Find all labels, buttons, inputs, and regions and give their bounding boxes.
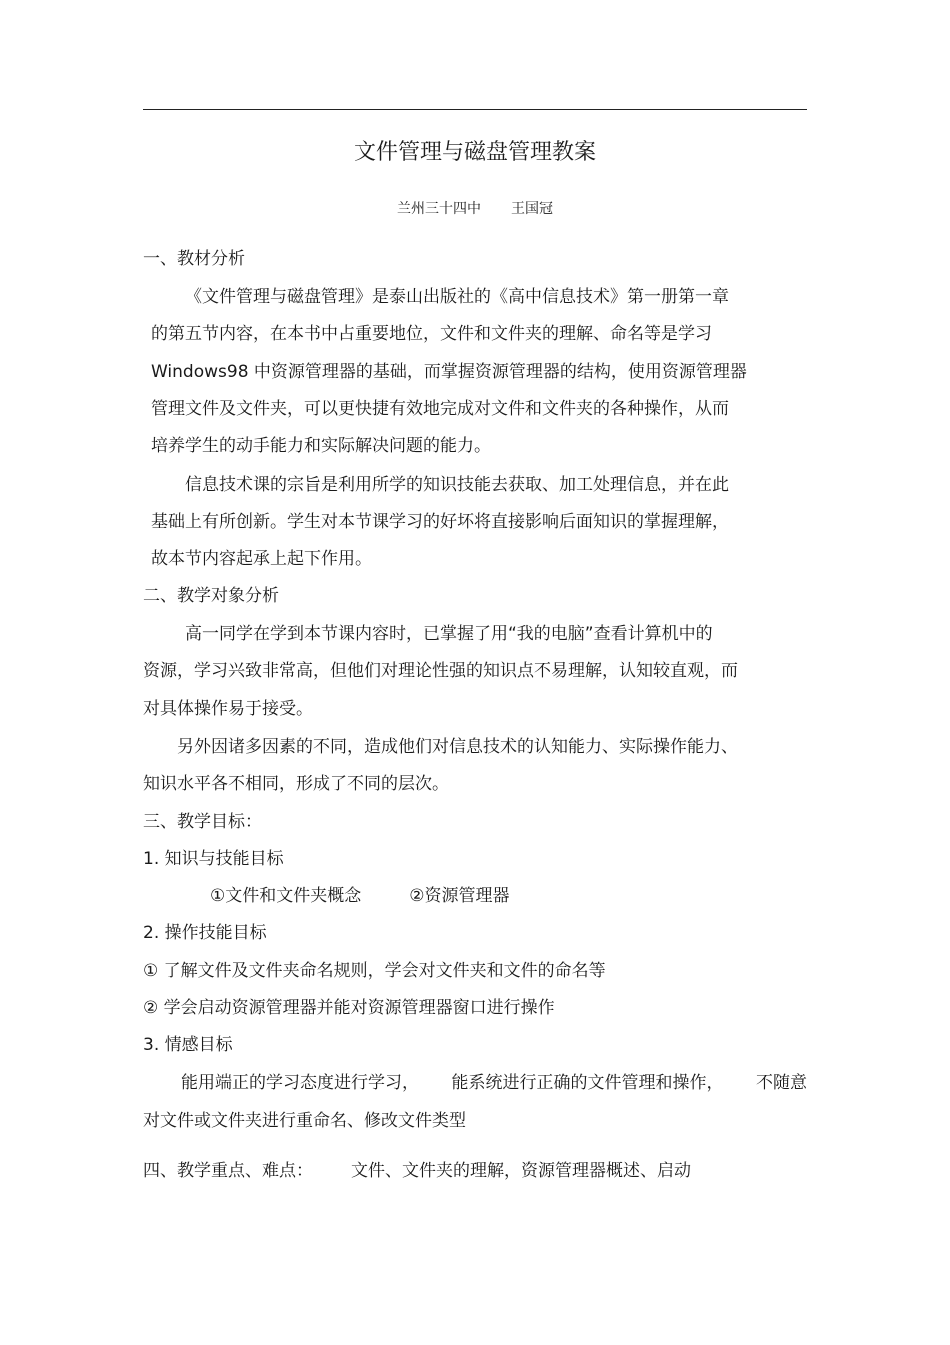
section-heading-4-line	[143, 1160, 691, 1182]
author-line	[0, 199, 950, 219]
paragraph-line: 高一同学在学到本节课内容时，已掌握了用“我的电脑”查看计算机中的	[185, 624, 713, 644]
goal-label-3: 3. 情感目标	[143, 1035, 233, 1055]
paragraph-line: 资源，学习兴致非常高，但他们对理论性强的知识点不易理解，认知较直观，而	[143, 661, 738, 681]
author-name: 王国冠	[511, 201, 553, 217]
paragraph-line: 另外因诸多因素的不同，造成他们对信息技术的认知能力、实际操作能力、	[177, 737, 738, 757]
paragraph-line: 信息技术课的宗旨是利用所学的知识技能去获取、加工处理信息，并在此	[185, 475, 729, 495]
section-heading-4: 四、教学重点、难点：	[143, 1161, 313, 1181]
document-title: 文件管理与磁盘管理教案	[353, 140, 596, 165]
goal-paragraph-line: 对文件或文件夹进行重命名、修改文件类型	[143, 1111, 466, 1131]
paragraph-line: 的第五节内容，在本书中占重要地位，文件和文件夹的理解、命名等是学习	[151, 324, 712, 344]
goal-item: ② 学会启动资源管理器并能对资源管理器窗口进行操作	[143, 998, 555, 1018]
goal-item: ①文件和文件夹概念	[210, 886, 362, 906]
goal-paragraph-line	[181, 1072, 807, 1094]
section-heading-3: 三、教学目标：	[143, 812, 262, 832]
paragraph-line: 知识水平各不相同，形成了不同的层次。	[143, 774, 449, 794]
goal-text: 不随意	[756, 1073, 807, 1093]
header-rule	[143, 109, 807, 110]
goal-label-2: 2. 操作技能目标	[143, 923, 267, 943]
section-heading-2: 二、教学对象分析	[143, 586, 279, 606]
paragraph-line: 管理文件及文件夹，可以更快捷有效地完成对文件和文件夹的各种操作，从而	[151, 399, 729, 419]
paragraph-line: 故本节内容起承上起下作用。	[151, 549, 372, 569]
goal-item: ②资源管理器	[409, 886, 510, 906]
goal-text: 能系统进行正确的文件管理和操作，	[451, 1073, 724, 1093]
section-heading-1: 一、教材分析	[143, 249, 245, 269]
paragraph-line: 培养学生的动手能力和实际解决问题的能力。	[151, 436, 491, 456]
paragraph-line: 对具体操作易于接受。	[143, 699, 313, 719]
goal-item: ① 了解文件及文件夹命名规则，学会对文件夹和文件的命名等	[143, 961, 606, 981]
author-school: 兰州三十四中	[397, 201, 481, 217]
section-content-4: 文件、文件夹的理解，资源管理器概述、启动	[351, 1161, 691, 1181]
paragraph-line: Windows98 中资源管理器的基础，而掌握资源管理器的结构，使用资源管理器	[151, 362, 747, 382]
goal-items-1	[210, 885, 510, 907]
goal-label-1: 1. 知识与技能目标	[143, 849, 284, 869]
paragraph-line: 《文件管理与磁盘管理》是泰山出版社的《高中信息技术》第一册第一章	[185, 287, 729, 307]
paragraph-line: 基础上有所创新。学生对本节课学习的好坏将直接影响后面知识的掌握理解，	[151, 512, 729, 532]
goal-text: 能用端正的学习态度进行学习，	[181, 1073, 419, 1093]
